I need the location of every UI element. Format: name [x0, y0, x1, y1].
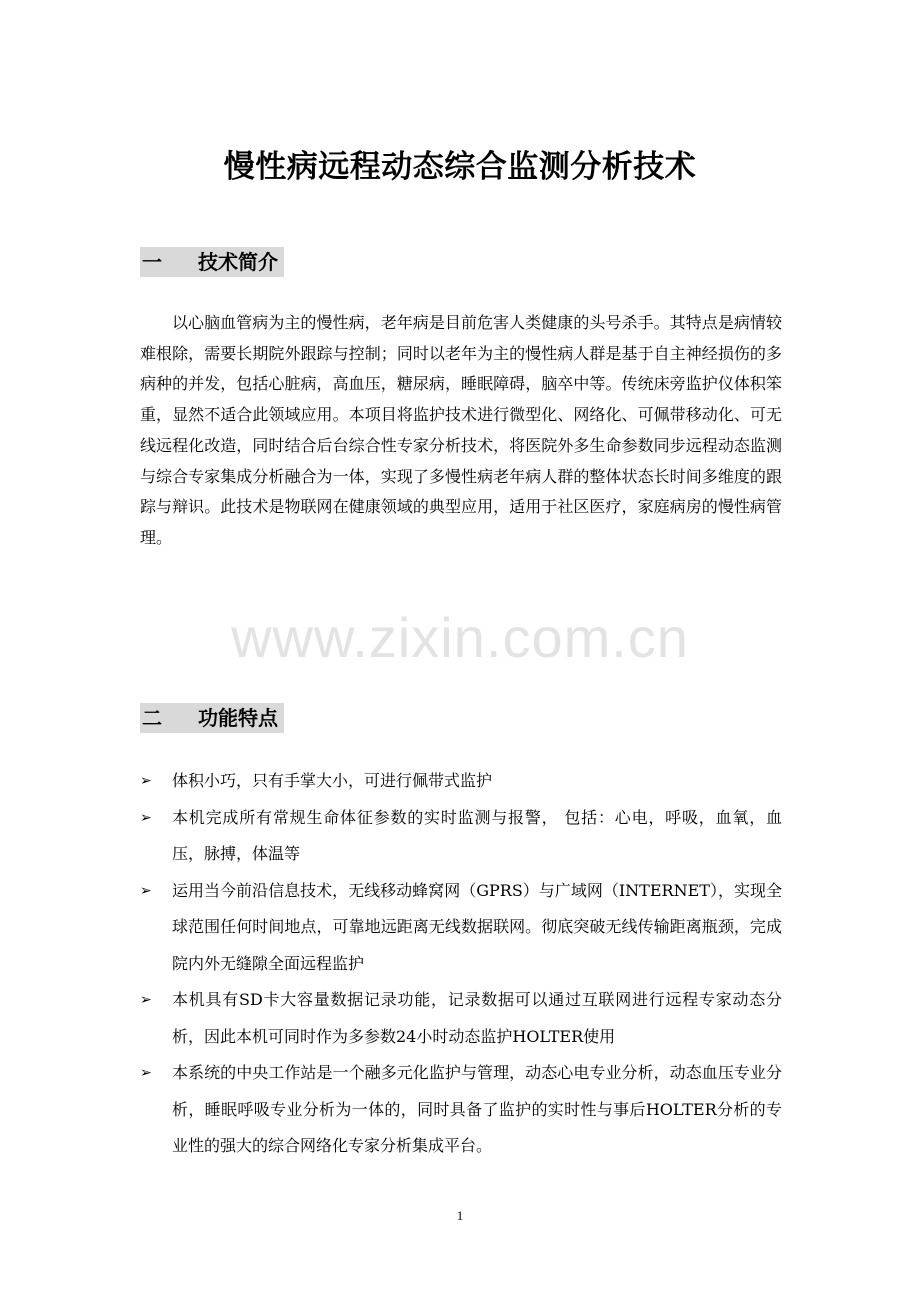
arrow-bullet-icon: ➢ [140, 773, 152, 789]
section-title: 技术简介 [198, 250, 278, 274]
list-item-text: 本系统的中央工作站是一个融多元化监护与管理，动态心电专业分析，动态血压专业分析，睡眠呼吸专业分析为一体的，同时具备了监护的实时性与事后HOLTER分析的专业性的强大的综合网络化专家分析集成平台。 [172, 1063, 782, 1155]
section-number: 一 [142, 250, 162, 274]
list-item [140, 873, 782, 983]
section-heading-intro [140, 247, 284, 277]
arrow-bullet-icon: ➢ [140, 992, 152, 1008]
watermark: www.zixin.com.cn [231, 606, 689, 669]
list-item [140, 800, 782, 873]
list-item-text: 运用当今前沿信息技术，无线移动蜂窝网（GPRS）与广域网（INTERNET），实现全球范围任何时间地点，可靠地远距离无线数据联网。彻底突破无线传输距离瓶颈，完成院内外无缝隙全面远程监护 [172, 880, 782, 973]
list-item [140, 1055, 782, 1165]
list-item [140, 763, 782, 800]
section-title: 功能特点 [198, 706, 278, 730]
list-item [140, 982, 782, 1055]
list-item-text: 体积小巧，只有手掌大小，可进行佩带式监护 [172, 771, 493, 790]
list-item-text: 本机具有SD卡大容量数据记录功能，记录数据可以通过互联网进行远程专家动态分析，因此本机可同时作为多参数24小时动态监护HOLTER使用 [172, 990, 782, 1046]
section-number: 二 [142, 706, 162, 730]
arrow-bullet-icon: ➢ [140, 809, 152, 826]
section-heading-features [140, 703, 284, 733]
feature-list [140, 763, 782, 1165]
intro-paragraph: 以心脑血管病为主的慢性病，老年病是目前危害人类健康的头号杀手。其特点是病情较难根除，需要长期院外跟踪与控制；同时以老年为主的慢性病人群是基于自主神经损伤的多病种的并发，包括心脏病，高血压，糖尿病，睡眠障碍，脑卒中等。传统床旁监护仪体积笨重，显然不适合此领域应用。本项目将监护技术进行微型化、网络化、可佩带移动化、可无线远程化改造，同时结合后台综合性专家分析技术，将医院外多生命参数同步远程动态监测与综合专家集成分析融合为一体，实现了多慢性病老年病人群的整体状态长时间多维度的跟踪与辩识。此技术是物联网在健康领域的典型应用，适用于社区医疗，家庭病房的慢性病管理。 [140, 313, 782, 547]
arrow-bullet-icon: ➢ [140, 1065, 152, 1081]
page-number: 1 [456, 1208, 464, 1223]
list-item-text: 本机完成所有常规生命体征参数的实时监测与报警， 包括：心电，呼吸，血氧，血压，脉搏，体温等 [172, 807, 782, 863]
page-title: 慢性病远程动态综合监测分析技术 [223, 149, 697, 185]
arrow-bullet-icon: ➢ [140, 882, 152, 899]
